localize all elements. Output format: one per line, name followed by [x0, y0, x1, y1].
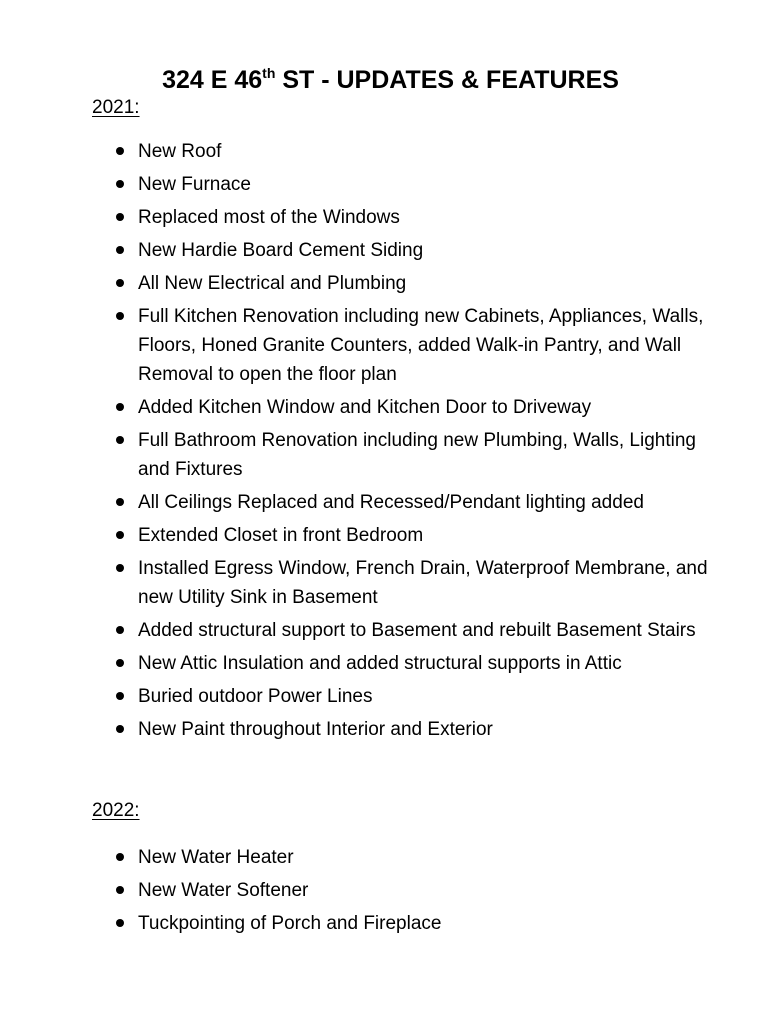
list-item [92, 554, 712, 612]
bullet-icon [116, 626, 124, 634]
bullet-icon [116, 853, 124, 861]
bullet-icon [116, 213, 124, 221]
list-item-text: Buried outdoor Power Lines [138, 686, 373, 707]
title-suffix: ST - UPDATES & FEATURES [275, 65, 619, 94]
list-item-text: All New Electrical and Plumbing [138, 273, 407, 294]
list-item [92, 488, 712, 517]
bullet-icon [116, 180, 124, 188]
page-title [0, 61, 781, 99]
bullet-icon [116, 692, 124, 700]
list-item-text: New Hardie Board Cement Siding [138, 240, 424, 261]
list-item-text: New Furnace [138, 174, 251, 195]
bullet-icon [116, 659, 124, 667]
list-item-text: Replaced most of the Windows [138, 207, 400, 228]
list-item-text: Tuckpointing of Porch and Fireplace [138, 913, 442, 934]
bullet-icon [116, 246, 124, 254]
list-item-text: New Paint throughout Interior and Exterior [138, 719, 493, 740]
bullet-icon [116, 147, 124, 155]
list-2021 [92, 137, 712, 748]
list-2022 [92, 843, 712, 942]
list-item-text: Added structural support to Basement and rebuilt Basement Stairs [138, 620, 696, 641]
list-item-text: New Roof [138, 141, 222, 162]
list-item-text: Full Bathroom Renovation including new Plumbing, Walls, Lighting and Fixtures [138, 430, 696, 480]
bullet-icon [116, 498, 124, 506]
bullet-icon [116, 312, 124, 320]
section-label-2021: 2021: [92, 97, 140, 118]
list-item [92, 170, 712, 199]
bullet-icon [116, 531, 124, 539]
section-label-2022: 2022: [92, 800, 140, 821]
list-item [92, 302, 712, 389]
list-item-text: Full Kitchen Renovation including new Cabinets, Appliances, Walls, Floors, Honed Granite Counters, added Walk-in Pantry, and Wall Removal to open the floor plan [138, 306, 704, 385]
title-prefix: 324 E 46 [162, 65, 263, 94]
list-item-text: All Ceilings Replaced and Recessed/Pendant lighting added [138, 492, 644, 513]
list-item-text: Installed Egress Window, French Drain, Waterproof Membrane, and new Utility Sink in Basement [138, 558, 708, 608]
list-item [92, 715, 712, 744]
list-item-text: New Attic Insulation and added structural supports in Attic [138, 653, 622, 674]
list-item-text: Extended Closet in front Bedroom [138, 525, 424, 546]
list-item [92, 236, 712, 265]
list-item [92, 682, 712, 711]
list-item-text: Added Kitchen Window and Kitchen Door to Driveway [138, 397, 592, 418]
list-item [92, 137, 712, 166]
list-item [92, 269, 712, 298]
bullet-icon [116, 886, 124, 894]
list-item [92, 843, 712, 872]
list-item [92, 649, 712, 678]
list-item-text: New Water Softener [138, 880, 309, 901]
list-item [92, 521, 712, 550]
list-item [92, 203, 712, 232]
list-item-text: New Water Heater [138, 847, 294, 868]
bullet-icon [116, 919, 124, 927]
list-item [92, 393, 712, 422]
bullet-icon [116, 436, 124, 444]
list-item [92, 876, 712, 905]
title-superscript: th [262, 64, 276, 81]
bullet-icon [116, 725, 124, 733]
bullet-icon [116, 279, 124, 287]
list-item [92, 426, 712, 484]
bullet-icon [116, 403, 124, 411]
list-item [92, 909, 712, 938]
list-item [92, 616, 712, 645]
bullet-icon [116, 564, 124, 572]
